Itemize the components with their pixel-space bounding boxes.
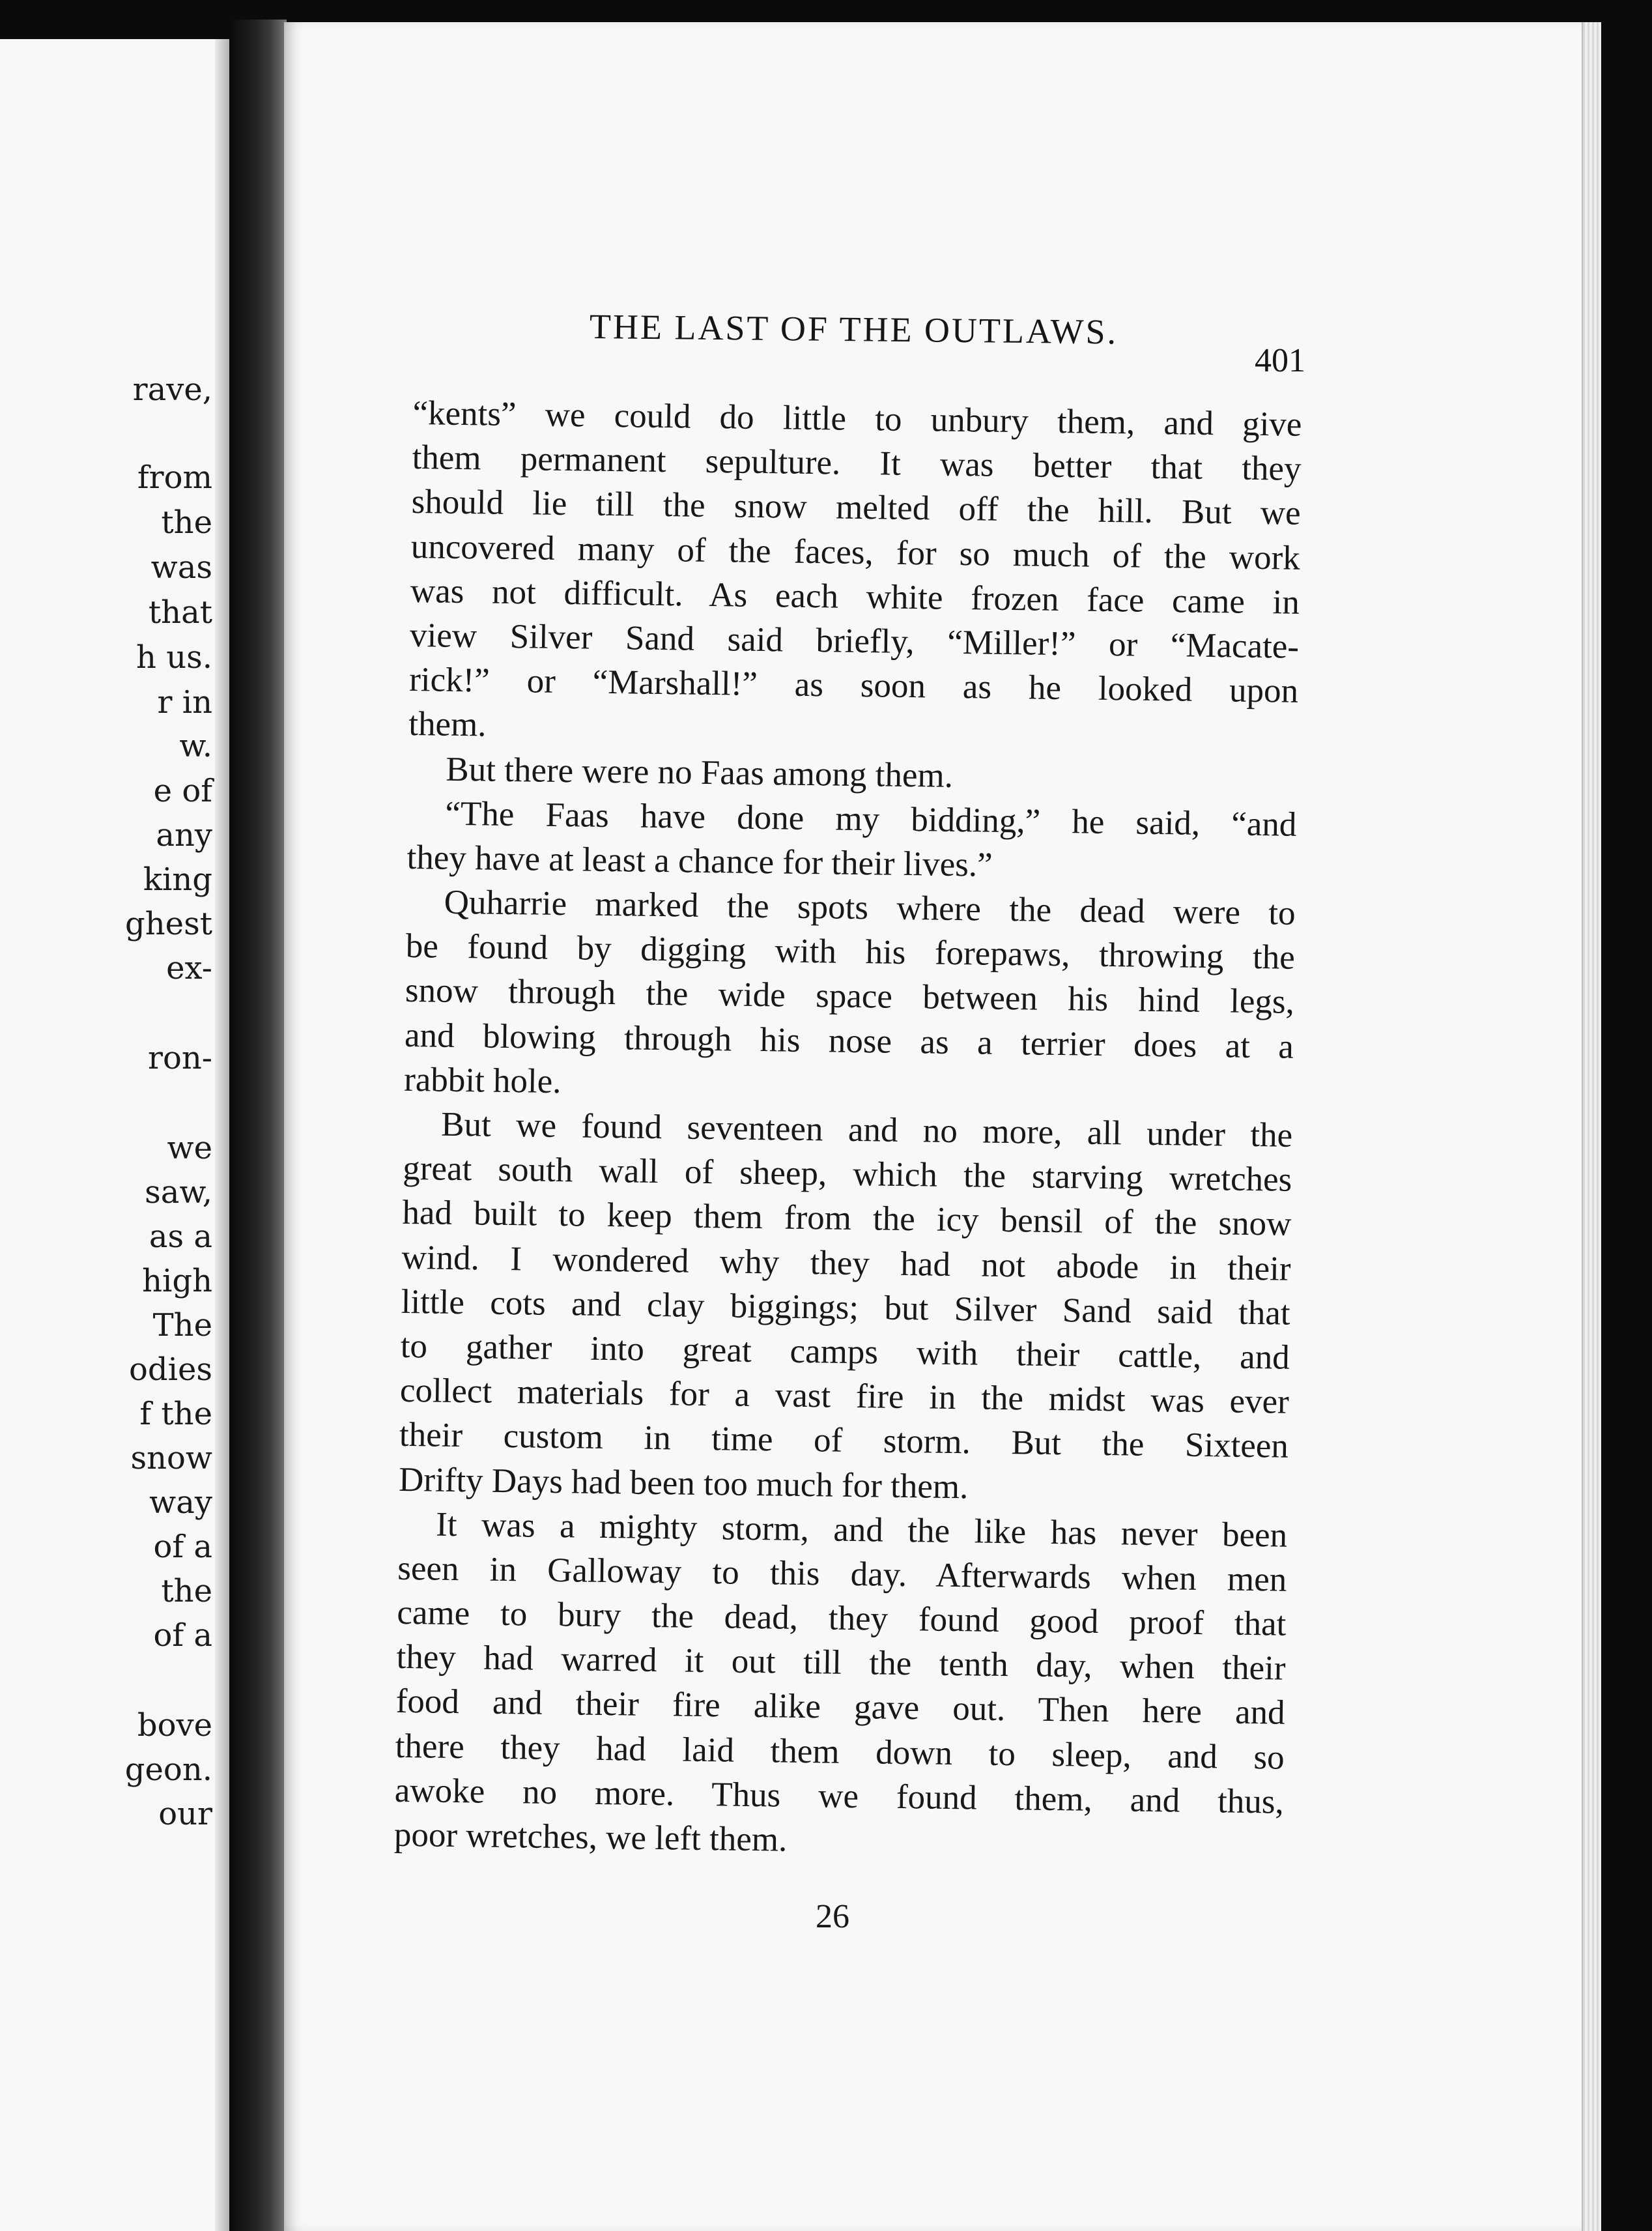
left-page-fragment: high [142,1263,212,1299]
text-line: It was a mighty storm, and the like has never been [435,1505,1288,1555]
text-line: their custom in time of storm. But the Sixteen [399,1416,1289,1466]
text-line: they had warred it out till the tenth day, when their [396,1638,1286,1688]
text-line: Drifty Days had been too much for them. [398,1460,969,1506]
text-line: little cots and clay biggings; but Silver Sand said that [401,1282,1290,1332]
text-line: “kents” we could do little to unbury them, and give [412,394,1302,444]
text-line: Quharrie marked the spots where the dead were to [444,883,1296,932]
left-page-fragment: as a [149,1218,212,1255]
left-facing-page [0,39,229,2231]
text-line: snow through the wide space between his hind legs, [405,972,1295,1022]
left-page-fragment: The [152,1307,212,1344]
left-page-fragment: from [137,459,212,496]
text-line: But we found seventeen and no more, all under the [440,1105,1293,1155]
text-line: was not difficult. As each white frozen face came in [410,571,1300,622]
left-page-fragment: was [150,549,212,586]
left-page-fragment: we [167,1130,212,1166]
text-line: rick!” or “Marshall!” as soon as he looked upon [408,661,1299,710]
text-line: food and their fire alike gave out. Then here and [395,1682,1285,1733]
left-page-fragment: of a [153,1617,212,1654]
text-line: they have at least a chance for their lives.” [406,838,993,884]
left-page-fragment: snow [130,1440,212,1476]
text-line: rabbit hole. [403,1060,562,1101]
text-line: them permanent sepulture. It was better that they [412,439,1302,489]
text-line: But there were no Faas among them. [446,750,954,795]
text-line: and blowing through his nose as a terrier does at a [404,1016,1294,1066]
text-line: seen in Galloway to this day. Afterwards when men [397,1549,1287,1599]
text-line: poor wretches, we left them. [393,1815,788,1859]
left-page-fragment: rave, [132,371,212,408]
text-line: awoke no more. Thus we found them, and thus, [394,1771,1285,1821]
text-line: had built to keep them from the icy bensil of the snow [402,1194,1292,1244]
left-page-fragment: any [156,817,212,854]
left-page-fragment: the [161,504,212,541]
left-page-fragment: r in [157,684,212,721]
left-page-fragment: saw, [145,1174,212,1211]
text-line: there they had laid them down to sleep, and so [395,1727,1285,1777]
left-page-fragment: e of [153,773,212,809]
text-line: to gather into great camps with their cattle, and [400,1327,1290,1377]
text-line: should lie till the snow melted off the hill. But we [411,483,1302,533]
left-page-fragment: bove [137,1707,212,1744]
text-line: view Silver Sand said briefly, “Miller!” or “Macate- [409,616,1300,666]
left-page-fragment: ghest [125,906,212,942]
text-line: uncovered many of the faces, for so much of the work [410,527,1301,577]
scan-background-right [1601,22,1652,2231]
left-page-fragment: the [161,1573,212,1609]
text-line: them. [408,705,487,744]
body-text [394,391,1302,1869]
left-page-fragment: our [158,1796,212,1832]
page-number: 401 [1255,342,1305,379]
left-page-fragment: f the [139,1396,212,1432]
text-line: great south wall of sheep, which the starving wretches [403,1149,1292,1199]
text-line: came to bury the dead, they found good proof that [397,1593,1287,1643]
text-line: wind. I wondered why they had not abode in their [401,1238,1291,1288]
book-gutter [229,20,287,2231]
left-page-fragment: king [143,861,212,898]
running-title: THE LAST OF THE OUTLAWS. [589,307,1118,352]
left-page-fragment: of a [153,1529,212,1565]
left-page-fragment: way [149,1484,212,1521]
left-page-fragment: ron- [148,1040,212,1076]
signature-mark: 26 [816,1898,849,1935]
text-line: “The Faas have done my bidding,” he said, “and [445,794,1297,844]
page-edges [1582,22,1602,2231]
left-page-fragment: odies [128,1351,212,1388]
left-page-fragment: that [148,594,212,631]
text-line: be found by digging with his forepaws, throwing the [405,927,1296,977]
left-page-fragment: ex- [166,950,212,986]
text-line: collect materials for a vast fire in the midst was ever [399,1371,1290,1421]
left-page-fragment: geon. [124,1751,212,1788]
left-page-fragment: w. [179,728,212,764]
left-page-fragment: h us. [136,639,212,676]
